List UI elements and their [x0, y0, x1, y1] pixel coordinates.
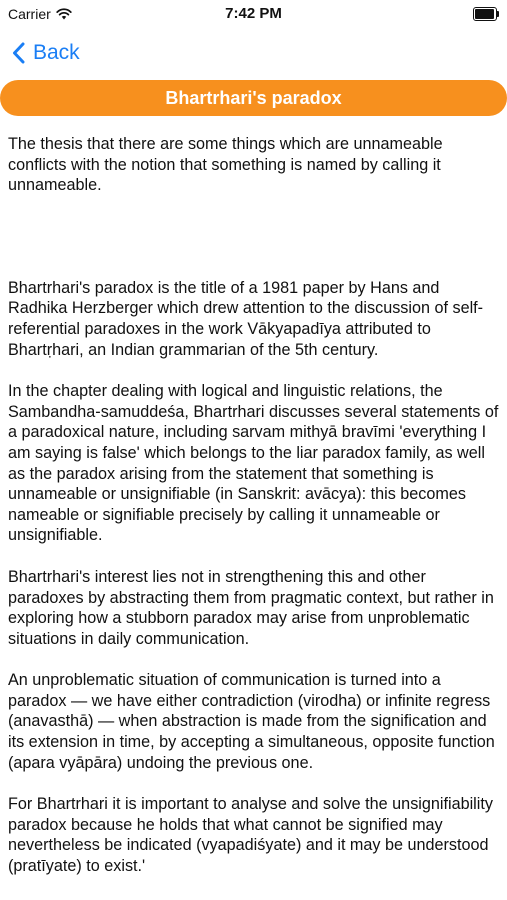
- intro-paragraph: The thesis that there are some things which are unnameable conflicts with the notion that something is named by calling it unnameable.: [8, 135, 443, 195]
- status-bar: [0, 0, 507, 28]
- navigation-bar: [0, 28, 507, 80]
- battery-icon: [473, 7, 499, 21]
- page-title: Bhartrhari's paradox: [165, 87, 342, 108]
- article-content: [8, 134, 499, 877]
- article-paragraph: An unproblematic situation of communication is turned into a paradox — we have either contradiction (virodha) or infinite regress (anavasthā) — when abstraction is made from the signification and its extension in time, by accepting a simultaneous, opposite function (apara vyāpāra) undoing the previous one.: [8, 671, 495, 772]
- status-time: 7:42 PM: [225, 5, 282, 22]
- chevron-left-icon: [12, 42, 25, 64]
- back-button[interactable]: [12, 38, 80, 68]
- article-paragraph: Bhartrhari's interest lies not in strengthening this and other paradoxes by abstracting them from pragmatic context, but rather in exploring how a stubborn paradox may arise from unproblematic situations in daily communication.: [8, 567, 494, 648]
- title-banner: [0, 80, 507, 116]
- carrier-label: Carrier: [8, 6, 51, 22]
- article-paragraph: For Bhartrhari it is important to analyse and solve the unsignifiability paradox because he holds that what cannot be signified may nevertheless be indicated (vyapadiśyate) and it may be understood (pratīyate) to exist.': [8, 795, 493, 876]
- back-label: Back: [33, 41, 80, 64]
- article-paragraph: In the chapter dealing with logical and linguistic relations, the Sambandha-samuddeśa, Bhartrhari discusses several statements of a paradoxical nature, including sarvam mithyā bravīmi 'everything I am saying is false' which belongs to the liar paradox family, as well as the paradox arising from the statement that something is unnameable or unsignifiable (in Sanskrit: avācya): this becomes nameable or signifiable precisely by calling it unnameable or unsignifiable.: [8, 382, 499, 545]
- article-paragraph: Bhartrhari's paradox is the title of a 1981 paper by Hans and Radhika Herzberger which drew attention to the discussion of self-referential paradoxes in the work Vākyapadīya attributed to Bhartṛhari, an Indian grammarian of the 5th century.: [8, 278, 484, 359]
